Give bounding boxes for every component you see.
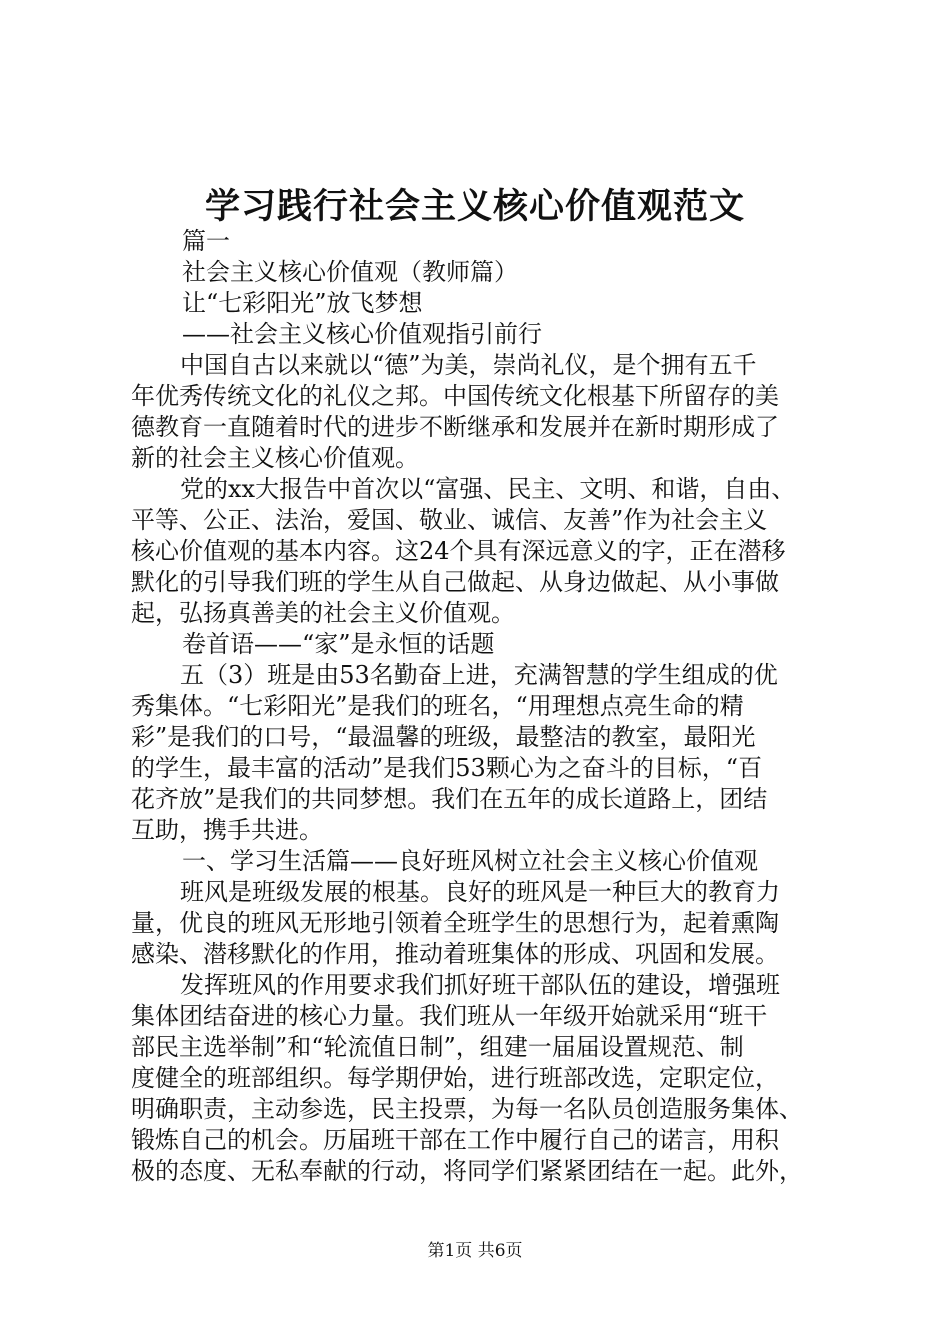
paragraph-line: 感染、潜移默化的作用，推动着班集体的形成、巩固和发展。 xyxy=(131,940,779,968)
paragraph-line: 集体团结奋进的核心力量。我们班从一年级开始就采用“班干 xyxy=(131,1002,768,1030)
paragraph-line: 党的xx大报告中首次以“富强、民主、文明、和谐，自由、 xyxy=(180,475,796,503)
section-heading: 卷首语——“家”是永恒的话题 xyxy=(182,630,495,658)
paragraph-line: 秀集体。“七彩阳光”是我们的班名，“用理想点亮生命的精 xyxy=(131,692,744,720)
paragraph-line: 默化的引导我们班的学生从自己做起、从身边做起、从小事做 xyxy=(131,568,779,596)
paragraph-line: 度健全的班部组织。每学期伊始，进行班部改选，定职定位， xyxy=(131,1064,779,1092)
paragraph-line: 的学生，最丰富的活动”是我们53颗心为之奋斗的目标，“百 xyxy=(131,754,763,782)
subtitle-line: ——社会主义核心价值观指引前行 xyxy=(182,320,542,348)
paragraph-line: 中国自古以来就以“德”为美，崇尚礼仪，是个拥有五千 xyxy=(180,351,757,379)
paragraph-line: 平等、公正、法治，爱国、敬业、诚信、友善”作为社会主义 xyxy=(131,506,768,534)
paragraph-line: 花齐放”是我们的共同梦想。我们在五年的成长道路上，团结 xyxy=(131,785,768,813)
paragraph-line: 明确职责，主动参选，民主投票，为每一名队员创造服务集体、 xyxy=(131,1095,803,1123)
paragraph-line: 起，弘扬真善美的社会主义价值观。 xyxy=(131,599,515,627)
paragraph-line: 互助，携手共进。 xyxy=(131,816,323,844)
paragraph-line: 发挥班风的作用要求我们抓好班干部队伍的建设，增强班 xyxy=(180,971,780,999)
paragraph-line: 五（3）班是由53名勤奋上进，充满智慧的学生组成的优 xyxy=(180,661,778,689)
page-title: 学习践行社会主义核心价值观范文 xyxy=(204,186,745,227)
paragraph-line: 年优秀传统文化的礼仪之邦。中国传统文化根基下所留存的美 xyxy=(131,382,779,410)
paragraph-line: 极的态度、无私奉献的行动，将同学们紧紧团结在一起。此外， xyxy=(131,1157,803,1185)
paragraph-line: 新的社会主义核心价值观。 xyxy=(131,444,419,472)
document-body xyxy=(131,226,831,1187)
paragraph-line: 德教育一直随着时代的进步不断继承和发展并在新时期形成了 xyxy=(131,413,779,441)
page-footer: 第1页 共6页 xyxy=(427,1241,523,1261)
paragraph-line: 核心价值观的基本内容。这24个具有深远意义的字，正在潜移 xyxy=(131,537,786,565)
section-heading: 一、学习生活篇——良好班风树立社会主义核心价值观 xyxy=(182,847,758,875)
paragraph-line: 班风是班级发展的根基。良好的班风是一种巨大的教育力 xyxy=(180,878,780,906)
paragraph-line: 部民主选举制”和“轮流值日制”，组建一届届设置规范、制 xyxy=(131,1033,744,1061)
paragraph-line: 锻炼自己的机会。历届班干部在工作中履行自己的诺言，用积 xyxy=(131,1126,779,1154)
subtitle-line: 让“七彩阳光”放飞梦想 xyxy=(182,289,423,317)
paragraph-line: 量，优良的班风无形地引领着全班学生的思想行为，起着熏陶 xyxy=(131,909,779,937)
subtitle-line: 社会主义核心价值观（教师篇） xyxy=(182,258,518,286)
paragraph-line: 彩”是我们的口号，“最温馨的班级，最整洁的教室，最阳光 xyxy=(131,723,756,751)
section-heading: 篇一 xyxy=(182,227,230,255)
